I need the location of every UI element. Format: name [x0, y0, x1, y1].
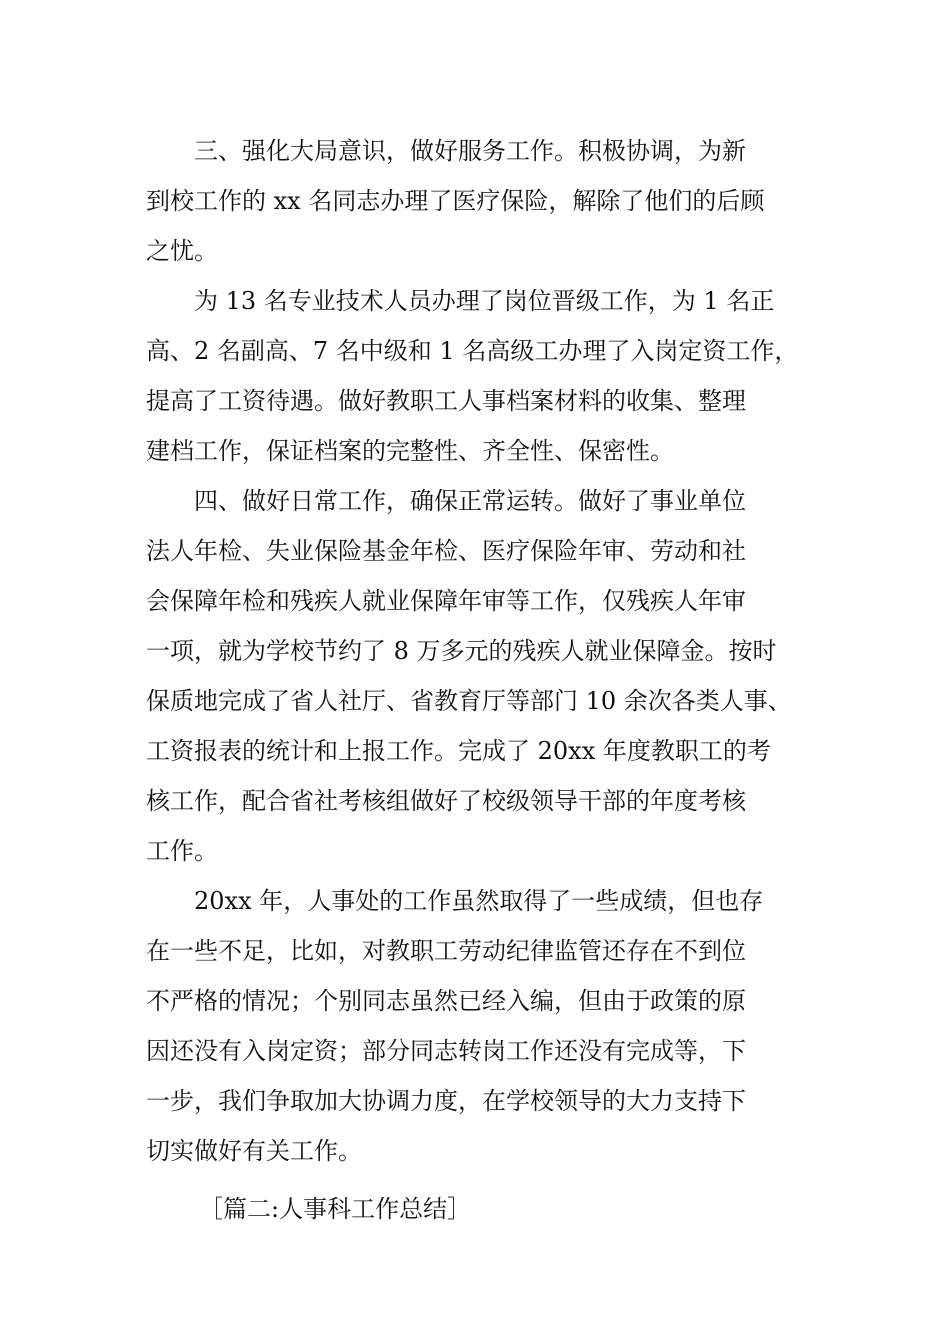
section-heading: ［篇二:人事科工作总结］ — [199, 1195, 472, 1223]
text-line: 在一些不足，比如，对教职工劳动纪律监管还存在不到位 — [146, 937, 746, 965]
text-line: 20xx 年，人事处的工作虽然取得了一些成绩，但也存 — [194, 887, 764, 915]
text-line: 不严格的情况；个别同志虽然已经入编，但由于政策的原 — [146, 987, 746, 1015]
text-line: 到校工作的 xx 名同志办理了医疗保险，解除了他们的后顾 — [146, 187, 765, 215]
text-line: 建档工作，保证档案的完整性、齐全性、保密性。 — [146, 437, 674, 465]
text-line: 提高了工资待遇。做好教职工人事档案材料的收集、整理 — [146, 387, 746, 415]
text-line: 之忧。 — [146, 237, 218, 265]
text-line: 三、强化大局意识，做好服务工作。积极协调，为新 — [194, 137, 746, 165]
text-line: 因还没有入岗定资；部分同志转岗工作还没有完成等，下 — [146, 1037, 746, 1065]
paragraph-daily-work — [146, 476, 810, 876]
paragraph-promotion — [146, 276, 810, 476]
text-line: 一步，我们争取加大协调力度，在学校领导的大力支持下 — [146, 1087, 746, 1115]
text-line: 法人年检、失业保险基金年检、医疗保险年审、劳动和社 — [146, 537, 746, 565]
paragraph-shortcomings — [146, 876, 810, 1176]
text-line: 工作。 — [146, 837, 218, 865]
text-line: 核工作，配合省社考核组做好了校级领导干部的年度考核 — [146, 787, 746, 815]
document-page — [146, 126, 810, 1234]
text-line: 保质地完成了省人社厅、省教育厅等部门 10 余次各类人事、 — [146, 687, 792, 715]
text-line: 为 13 名专业技术人员办理了岗位晋级工作，为 1 名正 — [194, 287, 775, 315]
text-line: 工资报表的统计和上报工作。完成了 20xx 年度教职工的考 — [146, 737, 771, 765]
text-line: 高、2 名副高、7 名中级和 1 名高级工办理了入岗定资工作， — [146, 337, 799, 365]
text-line: 一项，就为学校节约了 8 万多元的残疾人就业保障金。按时 — [146, 637, 777, 665]
text-line: 切实做好有关工作。 — [146, 1137, 362, 1165]
text-line: 会保障年检和残疾人就业保障年审等工作，仅残疾人年审 — [146, 587, 746, 615]
text-line: 四、做好日常工作，确保正常运转。做好了事业单位 — [194, 487, 746, 515]
paragraph-service-work — [146, 126, 810, 276]
